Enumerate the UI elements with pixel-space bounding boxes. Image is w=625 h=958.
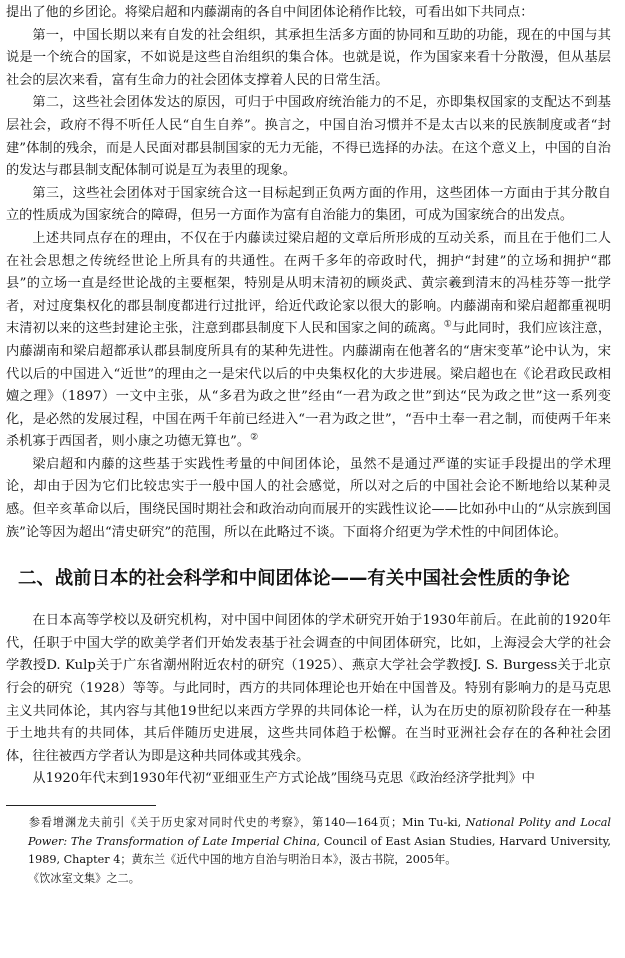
footnote-mark bbox=[6, 814, 28, 833]
footnote-mark bbox=[6, 870, 28, 889]
footnote-book-title: National Polity and Local Power: The Transformation of Late Imperial China bbox=[28, 816, 611, 848]
footnote-ref: ② bbox=[250, 432, 259, 443]
paragraph-text: 与此同时，我们应该注意，内藤湖南和梁启超都承认郡县制度所具有的某种先进性。内藤湖南在他著名的“唐宋变革”论中认为，宋代以后的中国进入“近世”的理由之一是宋代以后的中央集权化的大步进展。梁启超也在《论君政民政相嬗之理》（1897）一文中主张，从“多君为政之世”经由“一君为政之世”到达“民为政之世”这一系列变化，是必然的发展过程，中国在两千年前已经进入“一君为政之世”，“吾中土奉一君之制，而使两千年来杀机寡于西国者，则小康之功德无算也”。 bbox=[6, 321, 612, 450]
paragraph-text: 上述共同点存在的理由，不仅在于内藤读过梁启超的文章后所形成的互动关系，而且在于他们二人在社会思想之传统经世论上所具有的共通性。在两千多年的帝政时代，拥护“封建”的立场和拥护“郡县”的立场一直是经世论战的主要框架，特别是从明末清初的顾炎武、黄宗羲到清末的冯桂芬等一批学者，对过度集权化的郡县制度都进行过批评，给近代政论家以很大的影响。内藤湖南和梁启超都重视明末清初以来的这些封建论主张，注意到郡县制度下人民和国家之间的疏离。 bbox=[6, 230, 611, 337]
body-paragraph: 第三，这些社会团体对于国家统合这一目标起到正负两方面的作用，这些团体一方面由于其分散自立的性质成为国家统合的障碍，但另一方面作为富有自治能力的集团，可成为国家统合的出发点。 bbox=[6, 185, 611, 224]
body-paragraph bbox=[6, 228, 611, 454]
footnote-divider bbox=[6, 805, 156, 806]
section-heading: 二、战前日本的社会科学和中间团体论——有关中国社会性质的争论 bbox=[18, 568, 570, 590]
body-paragraph: 提出了他的乡团论。将梁启超和内藤湖南的各自中间团体论稍作比较，可看出如下共同点： bbox=[6, 5, 534, 20]
footnote-text: , Council of East Asian Studies, Harvard University, 1989, Chapter 4；黄东兰《近代中国的地方自治与明治日本》，汲古书院，2005年。 bbox=[28, 834, 611, 866]
footnote-ref: ① bbox=[443, 319, 452, 330]
footnote bbox=[6, 870, 611, 889]
body-paragraph: 第二，这些社会团体发达的原因，可归于中国政府统治能力的不足，亦即集权国家的支配达不到基层社会，政府不得不听任人民“自生自养”。换言之，中国自治习惯并不是太古以来的民族制度或者“封建”体制的残余，而是人民面对郡县制国家的无力无能，不得已选择的办法。在这个意义上，中国的自治的发达与郡县制支配体制可说是互为表里的现象。 bbox=[6, 95, 611, 179]
footnote bbox=[6, 814, 611, 870]
body-paragraph: 在日本高等学校以及研究机构，对中国中间团体的学术研究开始于1930年前后。在此前的1920年代，任职于中国大学的欧美学者们开始发表基于社会调查的中间团体研究，比如，上海浸会大学的社会学教授D. Kulp关于广东省潮州附近农村的研究（1925）、燕京大学社会学教授J. S. Burgess关于北京行会的研究（1928）等等。与此同时，西方的共同体理论也开始在中国普及。特别有影响力的是马克思主义共同体论，其内容与其他19世纪以来西方学界的共同体论一样，认为在历史的原初阶段存在一种基于土地共有的共同体，其后伴随历史进展，这些共同体趋于松懈。在当时亚洲社会存在的各种社会团体，往往被西方学者认为即是这种共同体或其残余。 bbox=[6, 613, 611, 764]
body-paragraph: 第一，中国长期以来有自发的社会组织，其承担生活多方面的协同和互助的功能，现在的中国与其说是一个统合的国家，不如说是这些自治组织的集合体。也就是说，作为国家来看十分散漫，但从基层社会的层次来看，富有生命力的社会团体支撑着人民的日常生活。 bbox=[6, 27, 611, 88]
footnote-text: 参看增渊龙夫前引《关于历史家对同时代史的考察》，第140—164页；Min Tu-ki, bbox=[28, 816, 466, 829]
footnote-text: 《饮冰室文集》之二。 bbox=[28, 871, 140, 885]
body-paragraph: 梁启超和内藤的这些基于实践性考量的中间团体论，虽然不是通过严谨的实证手段提出的学术理论，却由于因为它们比较忠实于一般中国人的社会感觉，所以对之后的中国社会论不断地给以某种灵感。但辛亥革命以后，围绕民国时期社会和政治动向而展开的实践性议论——比如孙中山的“从宗族到国族”论等因为超出“清史研究”的范围，所以在此略过不谈。下面将介绍更为学术性的中间团体论。 bbox=[6, 456, 611, 540]
body-paragraph: 从1920年代末到1930年代初“亚细亚生产方式论战”围绕马克思《政治经济学批判》中 bbox=[32, 771, 535, 787]
